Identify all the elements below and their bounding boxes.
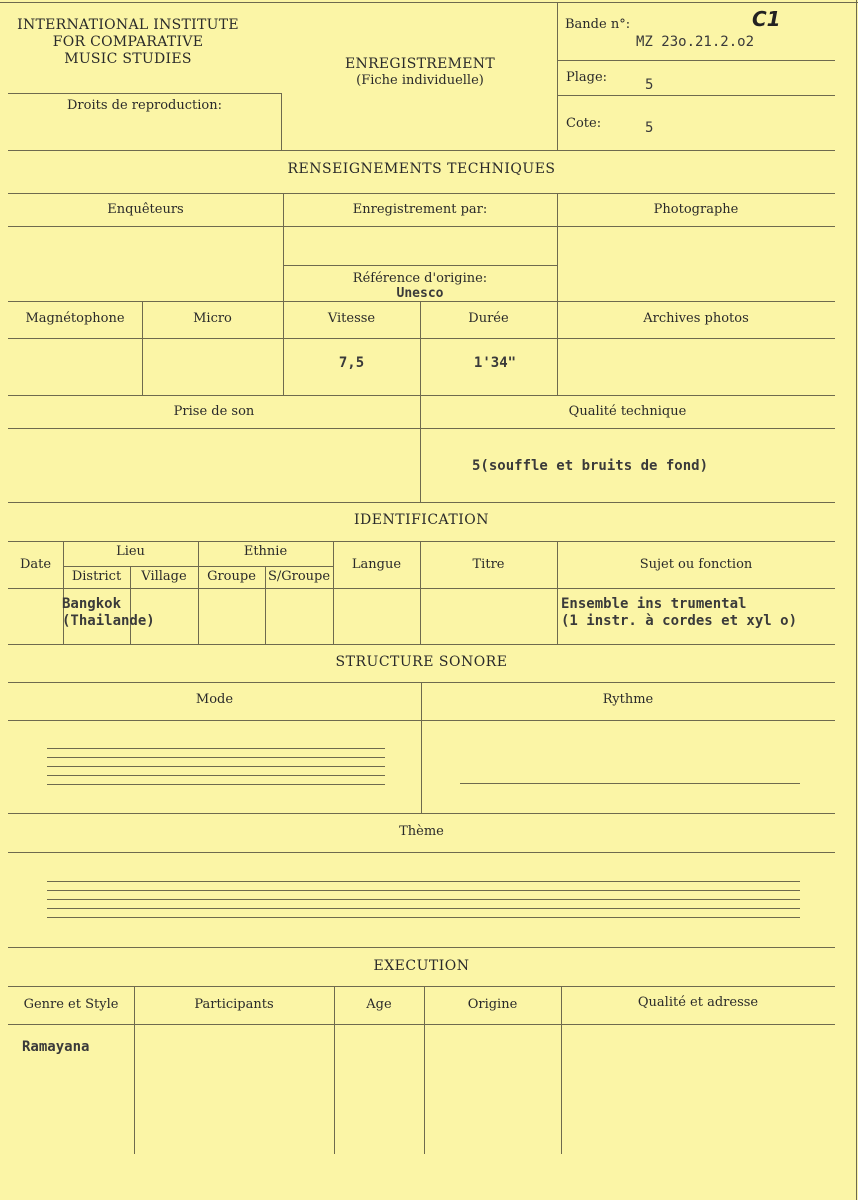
enregistrement-title bbox=[283, 56, 557, 88]
technique-heading: RENSEIGNEMENTS TECHNIQUES bbox=[287, 161, 556, 177]
sujet-label: Sujet ou fonction bbox=[639, 557, 753, 572]
lieu-value-line-2: (Thailande) bbox=[62, 613, 155, 629]
theme-staff-line-2 bbox=[47, 890, 800, 891]
rule-tech-6 bbox=[8, 428, 835, 429]
rule-ref-top bbox=[283, 265, 557, 266]
lieu-value-line-1: Bangkok bbox=[62, 596, 122, 612]
mode-staff-line-1 bbox=[47, 748, 385, 749]
rule-droits-right bbox=[281, 93, 282, 150]
rule-header-right bbox=[557, 3, 558, 150]
theme-staff-line-3 bbox=[47, 899, 800, 900]
theme-staff-line-4 bbox=[47, 908, 800, 909]
rule-bande-bottom bbox=[557, 60, 835, 61]
langue-label: Langue bbox=[351, 557, 402, 572]
qualite-technique-label: Qualité technique bbox=[568, 404, 687, 419]
origine-label: Origine bbox=[467, 997, 518, 1012]
duree-label: Durée bbox=[468, 311, 509, 326]
theme-label: Thème bbox=[399, 824, 444, 839]
rule-header-bottom bbox=[8, 150, 835, 151]
rule-id-3 bbox=[8, 644, 835, 645]
mode-label: Mode bbox=[195, 692, 234, 707]
sgroupe-label: S/Groupe bbox=[267, 569, 331, 584]
bande-handwritten-mark: C1 bbox=[752, 7, 781, 31]
rule-tech-3 bbox=[8, 301, 835, 302]
rule-plage-bottom bbox=[557, 95, 835, 96]
enqueteurs-label: Enquêteurs bbox=[107, 202, 184, 217]
rule-exec-col-4 bbox=[561, 986, 562, 1154]
cote-value: 5 bbox=[645, 120, 654, 136]
plage-value: 5 bbox=[645, 77, 654, 93]
vitesse-label: Vitesse bbox=[327, 311, 376, 326]
photographe-label: Photographe bbox=[653, 202, 739, 217]
rule-right-edge bbox=[856, 0, 857, 1200]
rule-top bbox=[0, 2, 858, 3]
rule-id-2 bbox=[8, 588, 835, 589]
vitesse-value: 7,5 bbox=[338, 355, 365, 371]
genre-value: Ramayana bbox=[22, 1039, 90, 1055]
execution-heading: EXECUTION bbox=[373, 958, 470, 974]
rythme-line bbox=[460, 783, 800, 784]
village-label: Village bbox=[141, 569, 187, 584]
rule-tech-7 bbox=[8, 502, 835, 503]
prise-de-son-label: Prise de son bbox=[173, 404, 255, 419]
institute-name bbox=[4, 17, 252, 68]
structure-heading: STRUCTURE SONORE bbox=[335, 654, 508, 670]
cote-label: Cote: bbox=[566, 116, 602, 131]
enregistrement-heading: ENREGISTREMENT bbox=[345, 56, 495, 72]
rule-exec-1 bbox=[8, 986, 835, 987]
rule-exec-2 bbox=[8, 1024, 835, 1025]
duree-value: 1'34" bbox=[473, 355, 517, 371]
rule-tech-5 bbox=[8, 395, 835, 396]
sujet-value-line-1: Ensemble ins trumental bbox=[561, 596, 747, 612]
age-label: Age bbox=[366, 997, 392, 1012]
rule-struct-4 bbox=[8, 947, 835, 948]
rule-id-1 bbox=[8, 541, 835, 542]
magnetophone-label: Magnétophone bbox=[25, 311, 125, 326]
ethnie-label: Ethnie bbox=[243, 544, 288, 559]
institute-line-2: FOR COMPARATIVE bbox=[52, 34, 204, 50]
date-label: Date bbox=[19, 557, 52, 572]
bande-value: MZ 23o.21.2.o2 bbox=[636, 34, 755, 50]
bande-label: Bande n°: bbox=[565, 17, 631, 32]
genre-label: Genre et Style bbox=[23, 997, 119, 1012]
institute-line-1: INTERNATIONAL INSTITUTE bbox=[17, 17, 239, 33]
droits-label: Droits de reproduction: bbox=[66, 98, 222, 113]
rule-tech-1 bbox=[8, 193, 835, 194]
mode-staff-line-3 bbox=[47, 766, 385, 767]
titre-label: Titre bbox=[472, 557, 505, 572]
reference-label: Référence d'origine: bbox=[352, 271, 488, 286]
rule-tech-2 bbox=[8, 226, 835, 227]
rule-tech-4 bbox=[8, 338, 835, 339]
mode-staff-line-4 bbox=[47, 775, 385, 776]
qualite-technique-value: 5(souffle et bruits de fond) bbox=[472, 458, 709, 474]
lieu-label: Lieu bbox=[116, 544, 145, 559]
rythme-label: Rythme bbox=[602, 692, 654, 707]
groupe-label: Groupe bbox=[207, 569, 256, 584]
mode-staff-line-2 bbox=[47, 757, 385, 758]
participants-label: Participants bbox=[194, 997, 274, 1012]
identification-heading: IDENTIFICATION bbox=[354, 512, 489, 528]
institute-line-3: MUSIC STUDIES bbox=[64, 51, 192, 67]
rule-theme bbox=[8, 852, 835, 853]
archives-label: Archives photos bbox=[643, 311, 749, 326]
reference-value: Unesco bbox=[396, 286, 444, 301]
enregistrement-par-label: Enregistrement par: bbox=[352, 202, 488, 217]
sujet-value-line-2: (1 instr. à cordes et xyl o) bbox=[561, 613, 798, 629]
rule-struct-3 bbox=[8, 813, 835, 814]
plage-label: Plage: bbox=[566, 70, 608, 85]
theme-staff-line-1 bbox=[47, 881, 800, 882]
district-label: District bbox=[71, 569, 122, 584]
theme-staff-line-5 bbox=[47, 917, 800, 918]
enregistrement-subtitle: (Fiche individuelle) bbox=[356, 73, 484, 88]
rule-droits-top bbox=[8, 93, 281, 94]
mode-staff-line-5 bbox=[47, 784, 385, 785]
qualite-adresse-label: Qualité et adresse bbox=[637, 995, 759, 1010]
micro-label: Micro bbox=[193, 311, 232, 326]
